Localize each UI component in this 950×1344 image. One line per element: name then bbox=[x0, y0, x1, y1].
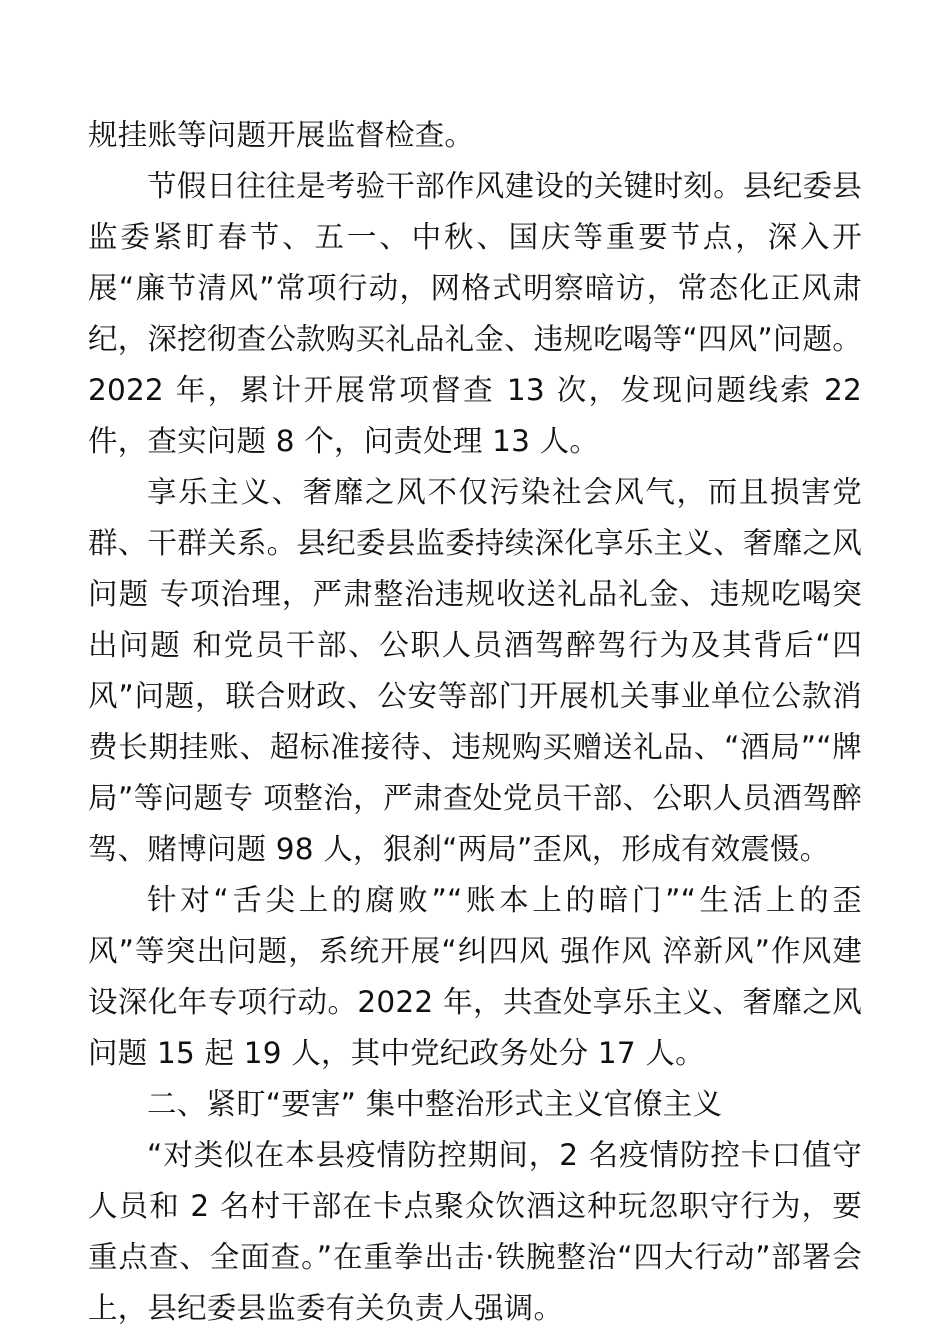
paragraph-corruption-campaign: 针对“舌尖上的腐败”“账本上的暗门”“生活上的歪风”等突出问题，系统开展“纠四风 强作风 淬新风”作风建设深化年专项行动。2022 年，共查处享乐主义、奢靡之风问题 15 起 19 人，其中党纪政务处分 17 人。 bbox=[88, 883, 862, 1070]
document-body bbox=[88, 110, 862, 1334]
paragraph-continued: 规挂账等问题开展监督检查。 bbox=[88, 118, 475, 152]
paragraph-hedonism-extravagance: 享乐主义、奢靡之风不仅污染社会风气，而且损害党群、干群关系。县纪委县监委持续深化享乐主义、奢靡之风问题 专项治理，严肃整治违规收送礼品礼金、违规吃喝突出问题 和党员干部、公职人员酒驾醉驾行为及其背后“四风”问题，联合财政、公安等部门开展机关事业单位公款消费长期挂账、超标准接待、违规购买赠送礼品、“酒局”“牌局”等问题专 项整治，严肃查处党员干部、公职人员酒驾醉驾、赌博问题 98 人，狠刹“两局”歪风，形成有效震慑。 bbox=[88, 475, 862, 866]
section-heading-two: 二、紧盯“要害” 集中整治形式主义官僚主义 bbox=[147, 1087, 723, 1121]
paragraph-holiday-inspection: 节假日往往是考验干部作风建设的关键时刻。县纪委县监委紧盯春节、五一、中秋、国庆等重要节点，深入开展“廉节清风”常项行动，网格式明察暗访，常态化正风肃纪，深挖彻查公款购买礼品礼金、违规吃喝等“四风”问题。2022 年，累计开展常项督查 13 次，发现问题线索 22 件，查实问题 8 个，问责处理 13 人。 bbox=[88, 169, 862, 458]
paragraph-quote-meeting: “对类似在本县疫情防控期间，2 名疫情防控卡口值守人员和 2 名村干部在卡点聚众饮酒这种玩忽职守行为，要重点查、全面查。”在重拳出击·铁腕整治“四大行动”部署会上，县纪委县监委有关负责人强调。 bbox=[88, 1138, 862, 1325]
